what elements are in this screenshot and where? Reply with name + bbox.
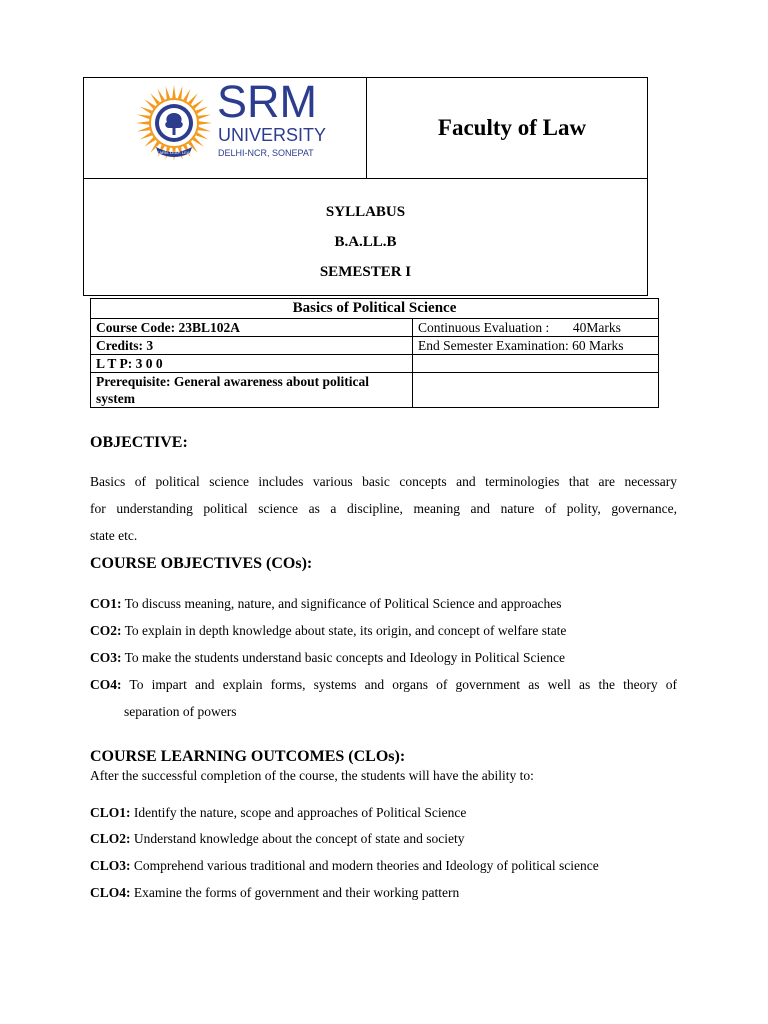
learning-outcomes-heading: COURSE LEARNING OUTCOMES (CLOs): (90, 748, 406, 765)
prerequisite-cell: Prerequisite: General awareness about political system (91, 373, 413, 408)
course-code-cell: Course Code: 23BL102A (91, 319, 413, 337)
seal-ray (158, 89, 165, 102)
seal-ray (188, 93, 198, 104)
credits-cell: Credits: 3 (91, 337, 413, 355)
co-code: CO4: (90, 677, 122, 692)
seal-ray (196, 107, 209, 114)
co-code: CO3: (90, 650, 122, 665)
co-code: CO1: (90, 596, 122, 611)
continuous-evaluation-cell: Continuous Evaluation : 40Marks (413, 319, 659, 337)
brand-location: DELHI-NCR, SONEPAT (218, 148, 314, 158)
logo-cell (84, 78, 367, 178)
srm-seal-logo (132, 83, 216, 167)
list-item (90, 644, 677, 671)
seal-ray (137, 127, 150, 132)
seal-ray (172, 85, 175, 98)
course-info-table (90, 298, 659, 408)
clo-code: CLO4: (90, 885, 131, 900)
table-row (91, 355, 659, 373)
co-text: To make the students understand basic concepts and Ideology in Political Science (121, 650, 565, 665)
clo-code: CLO2: (90, 831, 131, 846)
seal-ray (178, 86, 183, 99)
list-item (90, 799, 677, 826)
seal-ray (192, 137, 203, 147)
list-item (90, 590, 677, 617)
objective-line-3: state etc. (90, 528, 138, 543)
ltp-cell: L T P: 3 0 0 (91, 355, 413, 373)
empty-cell (413, 355, 659, 373)
table-title-row (91, 299, 659, 319)
seal-ray (198, 127, 211, 132)
header-box (83, 77, 648, 296)
clo-text: Understand knowledge about the concept of state and society (130, 831, 465, 846)
seal-ray (144, 137, 155, 147)
list-item (90, 825, 677, 852)
header-top-row (84, 78, 647, 179)
syllabus-label: SYLLABUS (325, 204, 406, 220)
faculty-title: Faculty of Law (437, 115, 587, 140)
list-item (90, 617, 677, 644)
learning-outcomes-intro: After the successful completion of the course, the students will have the ability to: (90, 768, 534, 783)
objective-heading: OBJECTIVE: (90, 434, 188, 451)
seal-ray (150, 93, 160, 104)
list-item (90, 852, 677, 879)
table-row (91, 373, 659, 408)
seal-ray (192, 99, 203, 109)
table-row (91, 337, 659, 355)
semester-label: SEMESTER I (319, 264, 412, 280)
list-item (90, 671, 677, 698)
clo-text: Comprehend various traditional and modern theories and Ideology of political science (130, 858, 599, 873)
co-code: CO2: (90, 623, 122, 638)
seal-ray (140, 132, 153, 139)
seal-ray (140, 107, 153, 114)
end-semester-exam-cell: End Semester Examination: 60 Marks (413, 337, 659, 355)
seal-ray (144, 99, 155, 109)
faculty-cell (367, 78, 647, 178)
objective-line-1: Basics of political science includes various basic concepts and terminologies that are necessary (90, 474, 677, 489)
table-row (91, 319, 659, 337)
list-item (90, 879, 677, 906)
seal-ray (136, 121, 149, 124)
seal-motto: LEARN. LEAP. LEAD. (154, 150, 194, 155)
co-text: To impart and explain forms, systems and organs of government as well as the theory of (121, 677, 677, 692)
seal-ray (196, 132, 209, 139)
seal-ray (183, 89, 190, 102)
clo-code: CLO3: (90, 858, 131, 873)
program-label: B.A.LL.B (334, 234, 397, 250)
objective-line-2: for understanding political science as a discipline, meaning and nature of polity, governance, (90, 501, 677, 516)
brand-subtitle: UNIVERSITY (218, 125, 327, 145)
course-title: Basics of Political Science (91, 299, 659, 319)
co4-continuation: separation of powers (124, 704, 237, 719)
co-text: To explain in depth knowledge about state, its origin, and concept of welfare state (121, 623, 567, 638)
clo-text: Identify the nature, scope and approaches of Political Science (130, 805, 467, 820)
co-text: To discuss meaning, nature, and significance of Political Science and approaches (121, 596, 562, 611)
brand-name: SRM (217, 76, 317, 127)
empty-cell (413, 373, 659, 408)
seal-ray (137, 115, 150, 120)
clo-text: Examine the forms of government and their working pattern (130, 885, 460, 900)
clo-code: CLO1: (90, 805, 131, 820)
course-objectives-heading: COURSE OBJECTIVES (COs): (90, 555, 313, 572)
seal-ray (199, 121, 212, 124)
seal-ray (166, 86, 171, 99)
seal-ray (198, 115, 211, 120)
